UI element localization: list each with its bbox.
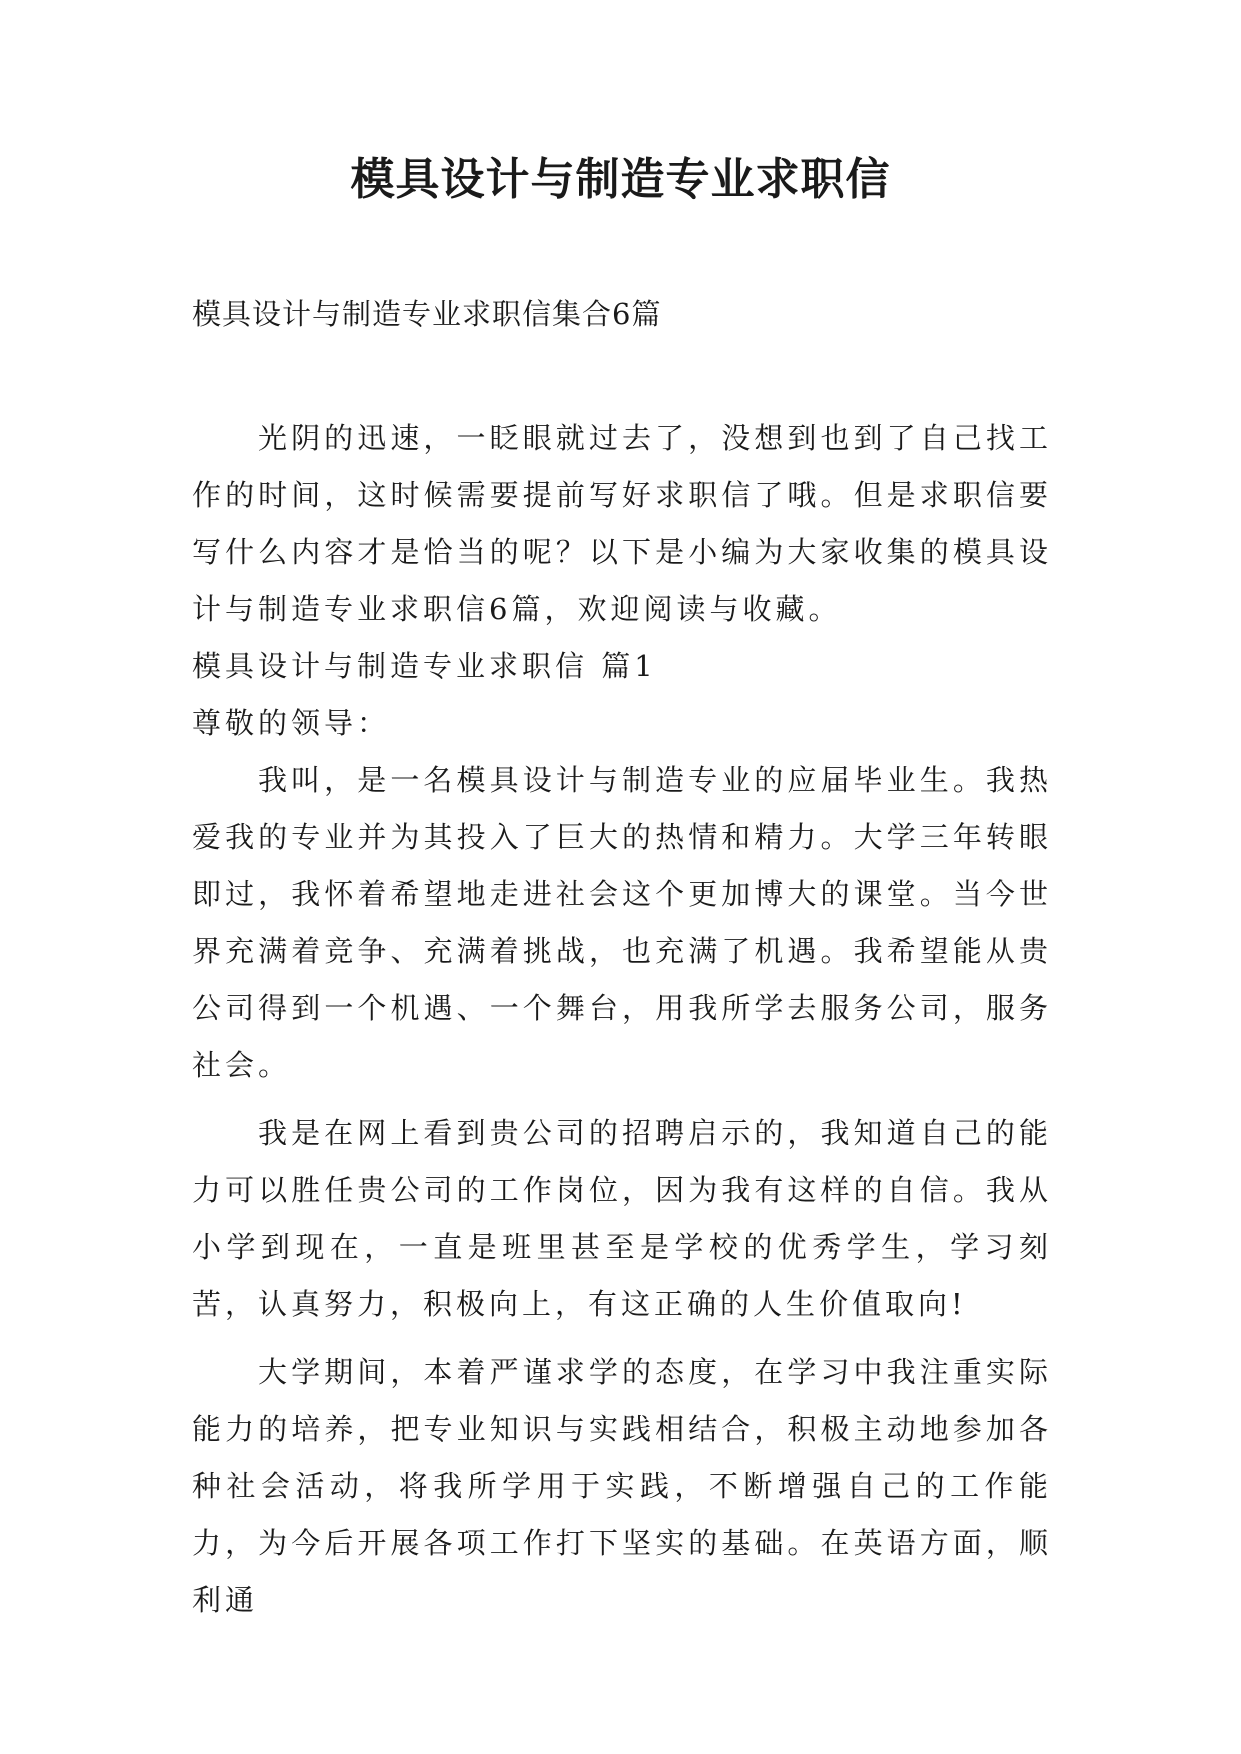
intro-paragraph: 光阴的迅速，一眨眼就过去了，没想到也到了自己找工作的时间，这时候需要提前写好求职信了哦。但是求职信要写什么内容才是恰当的呢？以下是小编为大家收集的模具设计与制造专业求职信6篇，欢迎阅读与收藏。 [192,421,1052,626]
body-paragraph-3: 大学期间，本着严谨求学的态度，在学习中我注重实际能力的培养，把专业知识与实践相结合，积极主动地参加各种社会活动，将我所学用于实践，不断增强自己的工作能力，为今后开展各项工作打下坚实的基础。在英语方面，顺利通 [192,1355,1052,1617]
salutation: 尊敬的领导： [192,706,391,740]
body-paragraph-1: 我叫，是一名模具设计与制造专业的应届毕业生。我热爱我的专业并为其投入了巨大的热情和精力。大学三年转眼即过，我怀着希望地走进社会这个更加博大的课堂。当今世界充满着竞争、充满着挑战，也充满了机遇。我希望能从贵公司得到一个机遇、一个舞台，用我所学去服务公司，服务社会。 [192,763,1052,1082]
document-title: 模具设计与制造专业求职信 [350,154,891,205]
document-body [192,410,1052,1629]
body-paragraph-2: 我是在网上看到贵公司的招聘启示的，我知道自己的能力可以胜任贵公司的工作岗位，因为我有这样的自信。我从小学到现在，一直是班里甚至是学校的优秀学生，学习刻苦，认真努力，积极向上，有这正确的人生价值取向! [192,1116,1052,1321]
document-subtitle: 模具设计与制造专业求职信集合6篇 [192,297,662,331]
section-heading: 模具设计与制造专业求职信 篇1 [192,649,657,683]
